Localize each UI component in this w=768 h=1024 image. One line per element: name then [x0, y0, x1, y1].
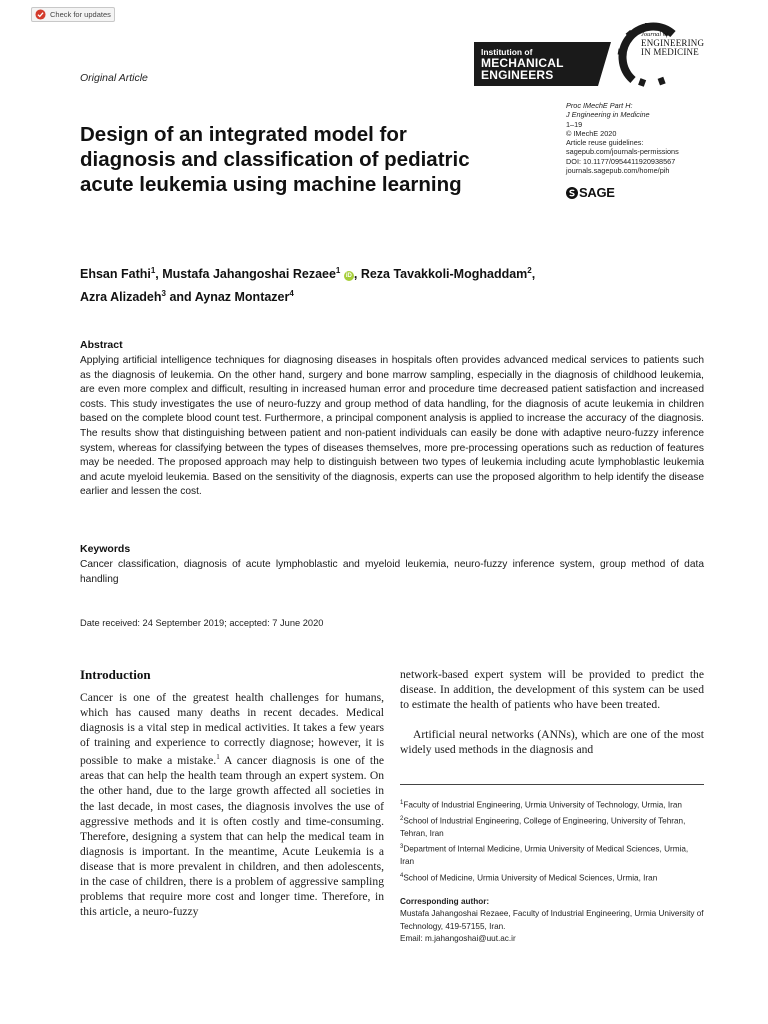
- affiliation-item: $^3$Department of Internal Medicine, Urmia University of Medical Sciences, Urmia, Iran: [400, 844, 689, 867]
- abstract-heading: Abstract: [80, 339, 123, 351]
- affiliation-item: $^2$School of Industrial Engineering, College of Engineering, University of Tehran, Tehran, Iran: [400, 816, 686, 839]
- intro-paragraph-2: network-based expert system will be provided to predict the disease. In addition, the development of this system can be used to estimate the health of patients who have been treated.: [400, 668, 704, 712]
- keywords-heading: Keywords: [80, 543, 131, 555]
- paper-title: Design of an integrated model for diagnosis and classification of pediatric acute leukemia using machine learning: [80, 123, 470, 196]
- sage-logo-text: SAGE: [579, 185, 615, 200]
- check-updates-label: Check for updates: [50, 10, 111, 19]
- author-name: Reza Tavakkoli-Moghaddam: [360, 267, 528, 282]
- corresponding-author: [400, 896, 704, 945]
- page-range: 1–19: [566, 119, 583, 129]
- author-affiliation-mark: 3: [161, 289, 166, 299]
- author-and: and: [165, 290, 195, 305]
- corresponding-author-address: Mustafa Jahangoshai Rezaee, Faculty of Industrial Engineering, Urmia University of Technology, 419-57155, Iran.: [400, 909, 704, 931]
- affiliations-list: [400, 797, 704, 886]
- author-separator: ,: [353, 267, 361, 282]
- corresponding-author-heading: Corresponding author:: [400, 897, 490, 906]
- author-name: Ehsan Fathi: [80, 267, 151, 282]
- affiliation-item: $^4$School of Medicine, Urmia University of Medical Sciences, Urmia, Iran: [400, 872, 658, 883]
- author-affiliation-mark: 1: [150, 266, 156, 275]
- author-affiliation-mark: 1: [335, 266, 341, 275]
- sage-logo-icon: [566, 187, 578, 199]
- publisher-logo-text: Institution of MECHANICAL ENGINEERS: [481, 47, 564, 82]
- reuse-guidelines-label: Article reuse guidelines:: [566, 138, 644, 148]
- orcid-icon[interactable]: iD: [345, 273, 352, 280]
- sage-logo: [566, 185, 615, 200]
- author-separator: ,: [155, 267, 163, 282]
- journal-homepage-link[interactable]: journals.sagepub.com/home/pih: [566, 166, 670, 176]
- author-separator: ,: [531, 267, 536, 282]
- footnote-divider: [400, 784, 704, 785]
- intro-paragraph-3: Artificial neural networks (ANNs), which are one of the most widely used methods in the diagnosis and: [400, 728, 704, 757]
- author-affiliation-mark: 2: [527, 266, 532, 275]
- check-for-updates-button[interactable]: [31, 7, 115, 22]
- doi-link[interactable]: DOI: 10.1177/0954411920938567: [566, 156, 676, 166]
- citation-ref[interactable]: 1: [216, 753, 220, 762]
- author-name: Aynaz Montazer: [194, 290, 290, 305]
- author-affiliation-mark: 4: [289, 289, 294, 299]
- corresponding-author-email[interactable]: Email: m.jahangoshai@uut.ac.ir: [400, 933, 516, 943]
- journal-info: [566, 101, 679, 175]
- journal-subtitle-line: J Engineering in Medicine: [566, 110, 650, 120]
- author-name: Mustafa Jahangoshai Rezaee: [162, 267, 336, 282]
- affiliation-item: $^1$Faculty of Industrial Engineering, Urmia University of Technology, Urmia, Iran: [400, 800, 682, 810]
- keywords-text: Cancer classification, diagnosis of acute lymphoblastic and myeloid leukemia, neuro-fuzzy inference system, group method of data handling: [80, 559, 704, 585]
- copyright-line: © IMechE 2020: [566, 128, 617, 138]
- journal-logo-text: Journal of ENGINEERING IN MEDICINE: [641, 31, 705, 58]
- author-name: Azra Alizadeh: [80, 290, 162, 305]
- permissions-link[interactable]: sagepub.com/journals-permissions: [566, 147, 679, 157]
- intro-paragraph-1: Cancer is one of the greatest health challenges for humans, which has caused many deaths in recent decades. Medical diagnosis is a vital step in medical activities. It takes a few years of training and experience to correctly diagnose; however, it is possible to make a mistake.$^1$ A cancer diagnosis is one of the areas that can help the health team through an expert system. On the other hand, due to the large growth affected all societies in the last decade, in most cases, the diagnosis involves the use of aggressive methods and it is often costly and time-consuming. Therefore, designing a system that can help the medical team in diagnosis is important. In the meantime, Acute Leukemia is a disease that is more prevalent in children, and then adolescents, in the case of children, there is a problem of aggressive sampling problems that require more cost and longer time. Therefore, in this article, a neuro-fuzzy: [80, 691, 385, 919]
- abstract-text: Applying artificial intelligence techniques for diagnosing diseases in hospitals often provides advanced medical services to patients such as the diagnosis of leukemia. On the other hand, surgery and bone marrow sampling, especially in the diagnosis of childhood leukemia, are even more complex and difficult, resulting in increased human error and procedure time decreased patient satisfaction and increased costs. This study investigates the use of neuro-fuzzy and group method of data handling, for the diagnosis of acute leukemia in children based on the complete blood count test. Furthermore, a principal component analysis is applied to increase the accuracy of the diagnosis. The results show that distinguishing between patient and non-patient individuals can easily be done with adaptive neuro-fuzzy inference system, whereas for classifying between the types of diseases themselves, more pre-processing operations such as reduction of features may be needed. The proposed approach may help to distinguish between two types of leukemia including acute lymphoblastic leukemia and acute myeloid leukemia. Based on the sensitivity of the diagnosis, experts can use the proposed algorithm to help identify the disease earlier and lessen the cost.: [80, 355, 704, 498]
- introduction-heading: Introduction: [80, 667, 151, 682]
- article-type: Original Article: [80, 72, 148, 84]
- date-received: Date received: 24 September 2019; accepted: 7 June 2020: [80, 618, 324, 628]
- author-list: [80, 261, 540, 307]
- check-updates-icon: [35, 9, 46, 20]
- journal-name-line: Proc IMechE Part H:: [566, 101, 633, 110]
